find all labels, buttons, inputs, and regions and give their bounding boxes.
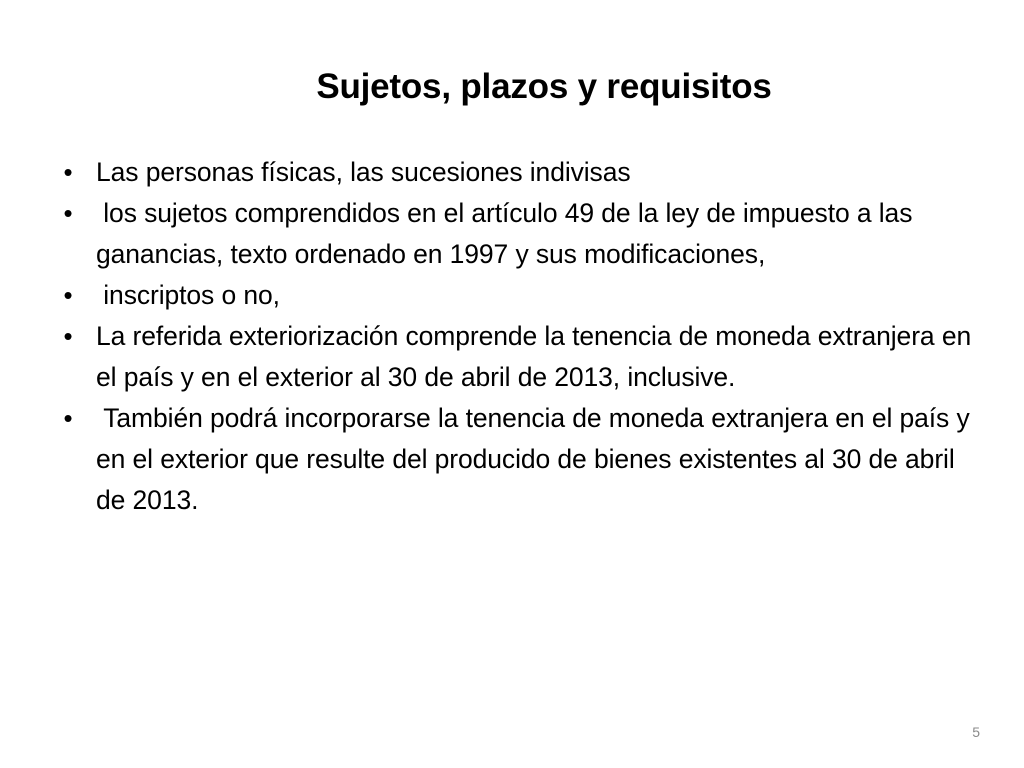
bullet-text: inscriptos o no, [96, 280, 280, 310]
bullet-text: La referida exteriorización comprende la tenencia de moneda extranjera en el país y en el exterior al 30 de abril de 2013, inclusive. [96, 321, 972, 392]
bullet-item [60, 398, 980, 521]
bullet-icon: • [63, 280, 73, 310]
page-number: 5 [972, 724, 980, 740]
bullet-icon: • [63, 321, 73, 351]
bullet-text: Las personas físicas, las sucesiones indivisas [96, 157, 631, 187]
bullet-item [60, 316, 980, 398]
bullet-item [60, 152, 980, 193]
bullet-icon: • [63, 157, 73, 187]
bullet-icon: • [63, 198, 73, 228]
bullet-item [60, 275, 980, 316]
bullet-text: También podrá incorporarse la tenencia de moneda extranjera en el país y en el exterior que resulte del producido de bienes existentes al 30 de abril de 2013. [96, 403, 977, 515]
bullet-item [60, 193, 980, 275]
bullet-icon: • [63, 403, 73, 433]
bullet-text: los sujetos comprendidos en el artículo 49 de la ley de impuesto a las ganancias, texto ordenado en 1997 y sus modificaciones, [96, 198, 920, 269]
bullet-list [60, 152, 980, 521]
slide-title: Sujetos, plazos y requisitos [316, 67, 772, 106]
